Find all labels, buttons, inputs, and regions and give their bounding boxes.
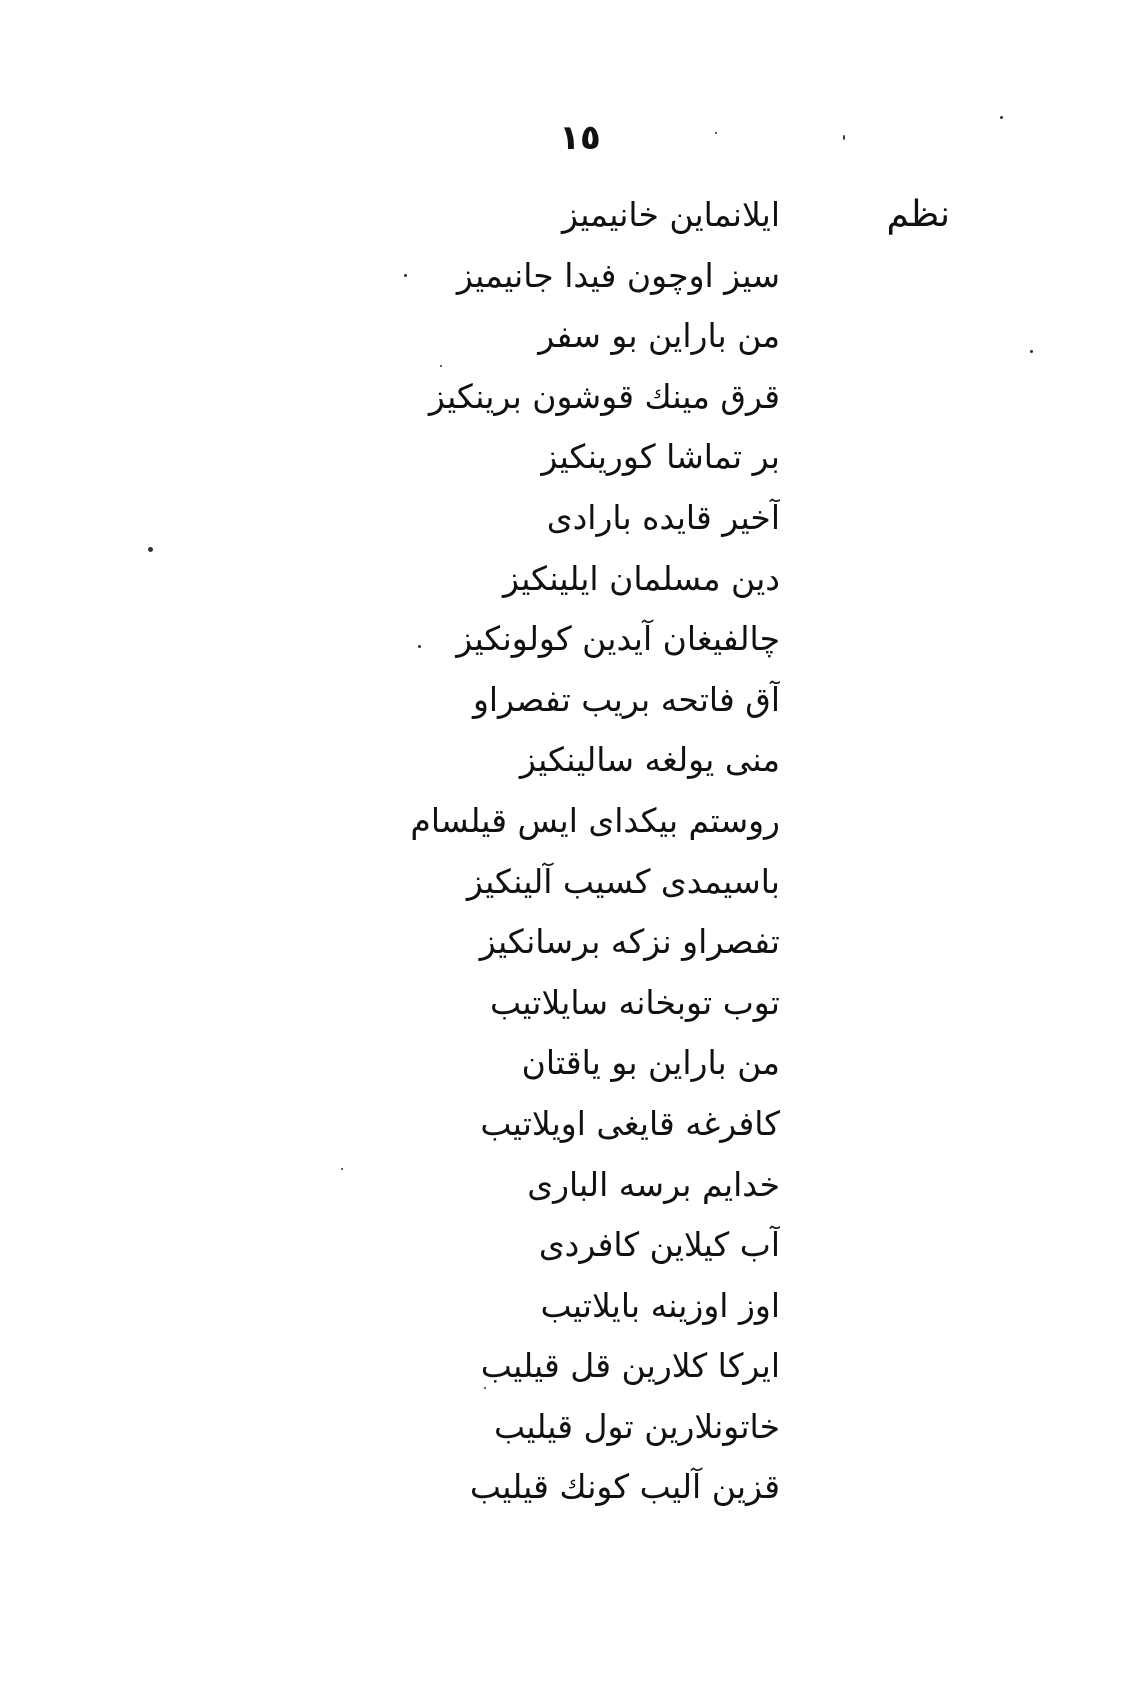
scan-speck: [341, 1168, 343, 1170]
scan-speck: [1000, 116, 1003, 119]
scan-speck: [418, 645, 421, 648]
poem-line: من باراین بو سفر: [538, 316, 780, 356]
page-number: ١٥: [559, 118, 601, 158]
poem-line: سیز اوچون فیدا جانیمیز: [456, 255, 780, 295]
poem-line: خدایم برسه الباری: [527, 1164, 780, 1204]
poem-line: من باراین بو یاقتان: [521, 1043, 780, 1083]
poem-line: چالفیغان آیدین کولونکیز: [456, 619, 780, 659]
poem-line: توب توبخانه سایلاتیب: [489, 982, 780, 1022]
scan-speck: [148, 547, 153, 552]
poem-text: [380, 190, 780, 1523]
poem-line: اوز اوزینه بایلاتیب: [540, 1285, 780, 1325]
poem-line: باسیمدی کسیب آلینکیز: [466, 861, 780, 901]
scan-speck: [1030, 350, 1033, 353]
poem-line: ایرکا کلارین قل قیلیب: [480, 1346, 780, 1386]
poem-line: روستم بیکدای ایس قیلسام: [410, 800, 780, 840]
poem-line: کافرغه قایغی اویلاتیب: [480, 1103, 780, 1143]
section-label: نظم: [886, 194, 950, 235]
poem-line: آب کیلاین کافردی: [538, 1225, 780, 1265]
poem-line: دین مسلمان ایلینکیز: [503, 558, 780, 598]
poem-line: منی یولغه سالینکیز: [519, 740, 780, 780]
scan-speck: [484, 1387, 486, 1389]
poem-line: خاتونلارین تول قیلیب: [493, 1406, 780, 1446]
scan-speck: [715, 132, 717, 134]
scan-speck: [440, 365, 442, 367]
poem-line: تفصراو نزکه برسانکیز: [479, 922, 780, 962]
scan-speck: [404, 274, 407, 277]
poem-line: آق فاتحه بریب تفصراو: [472, 679, 780, 719]
poem-line: بر تماشا کورینکیز: [541, 437, 780, 477]
poem-line: قرق مینك قوشون برینکیز: [428, 376, 780, 416]
poem-line: قزین آلیب کونك قیلیب: [469, 1467, 780, 1507]
poem-line: ایلانماین خانیمیز: [562, 195, 780, 234]
scan-speck: [843, 135, 845, 140]
poem-line: آخیر قایده بارادی: [546, 497, 780, 537]
